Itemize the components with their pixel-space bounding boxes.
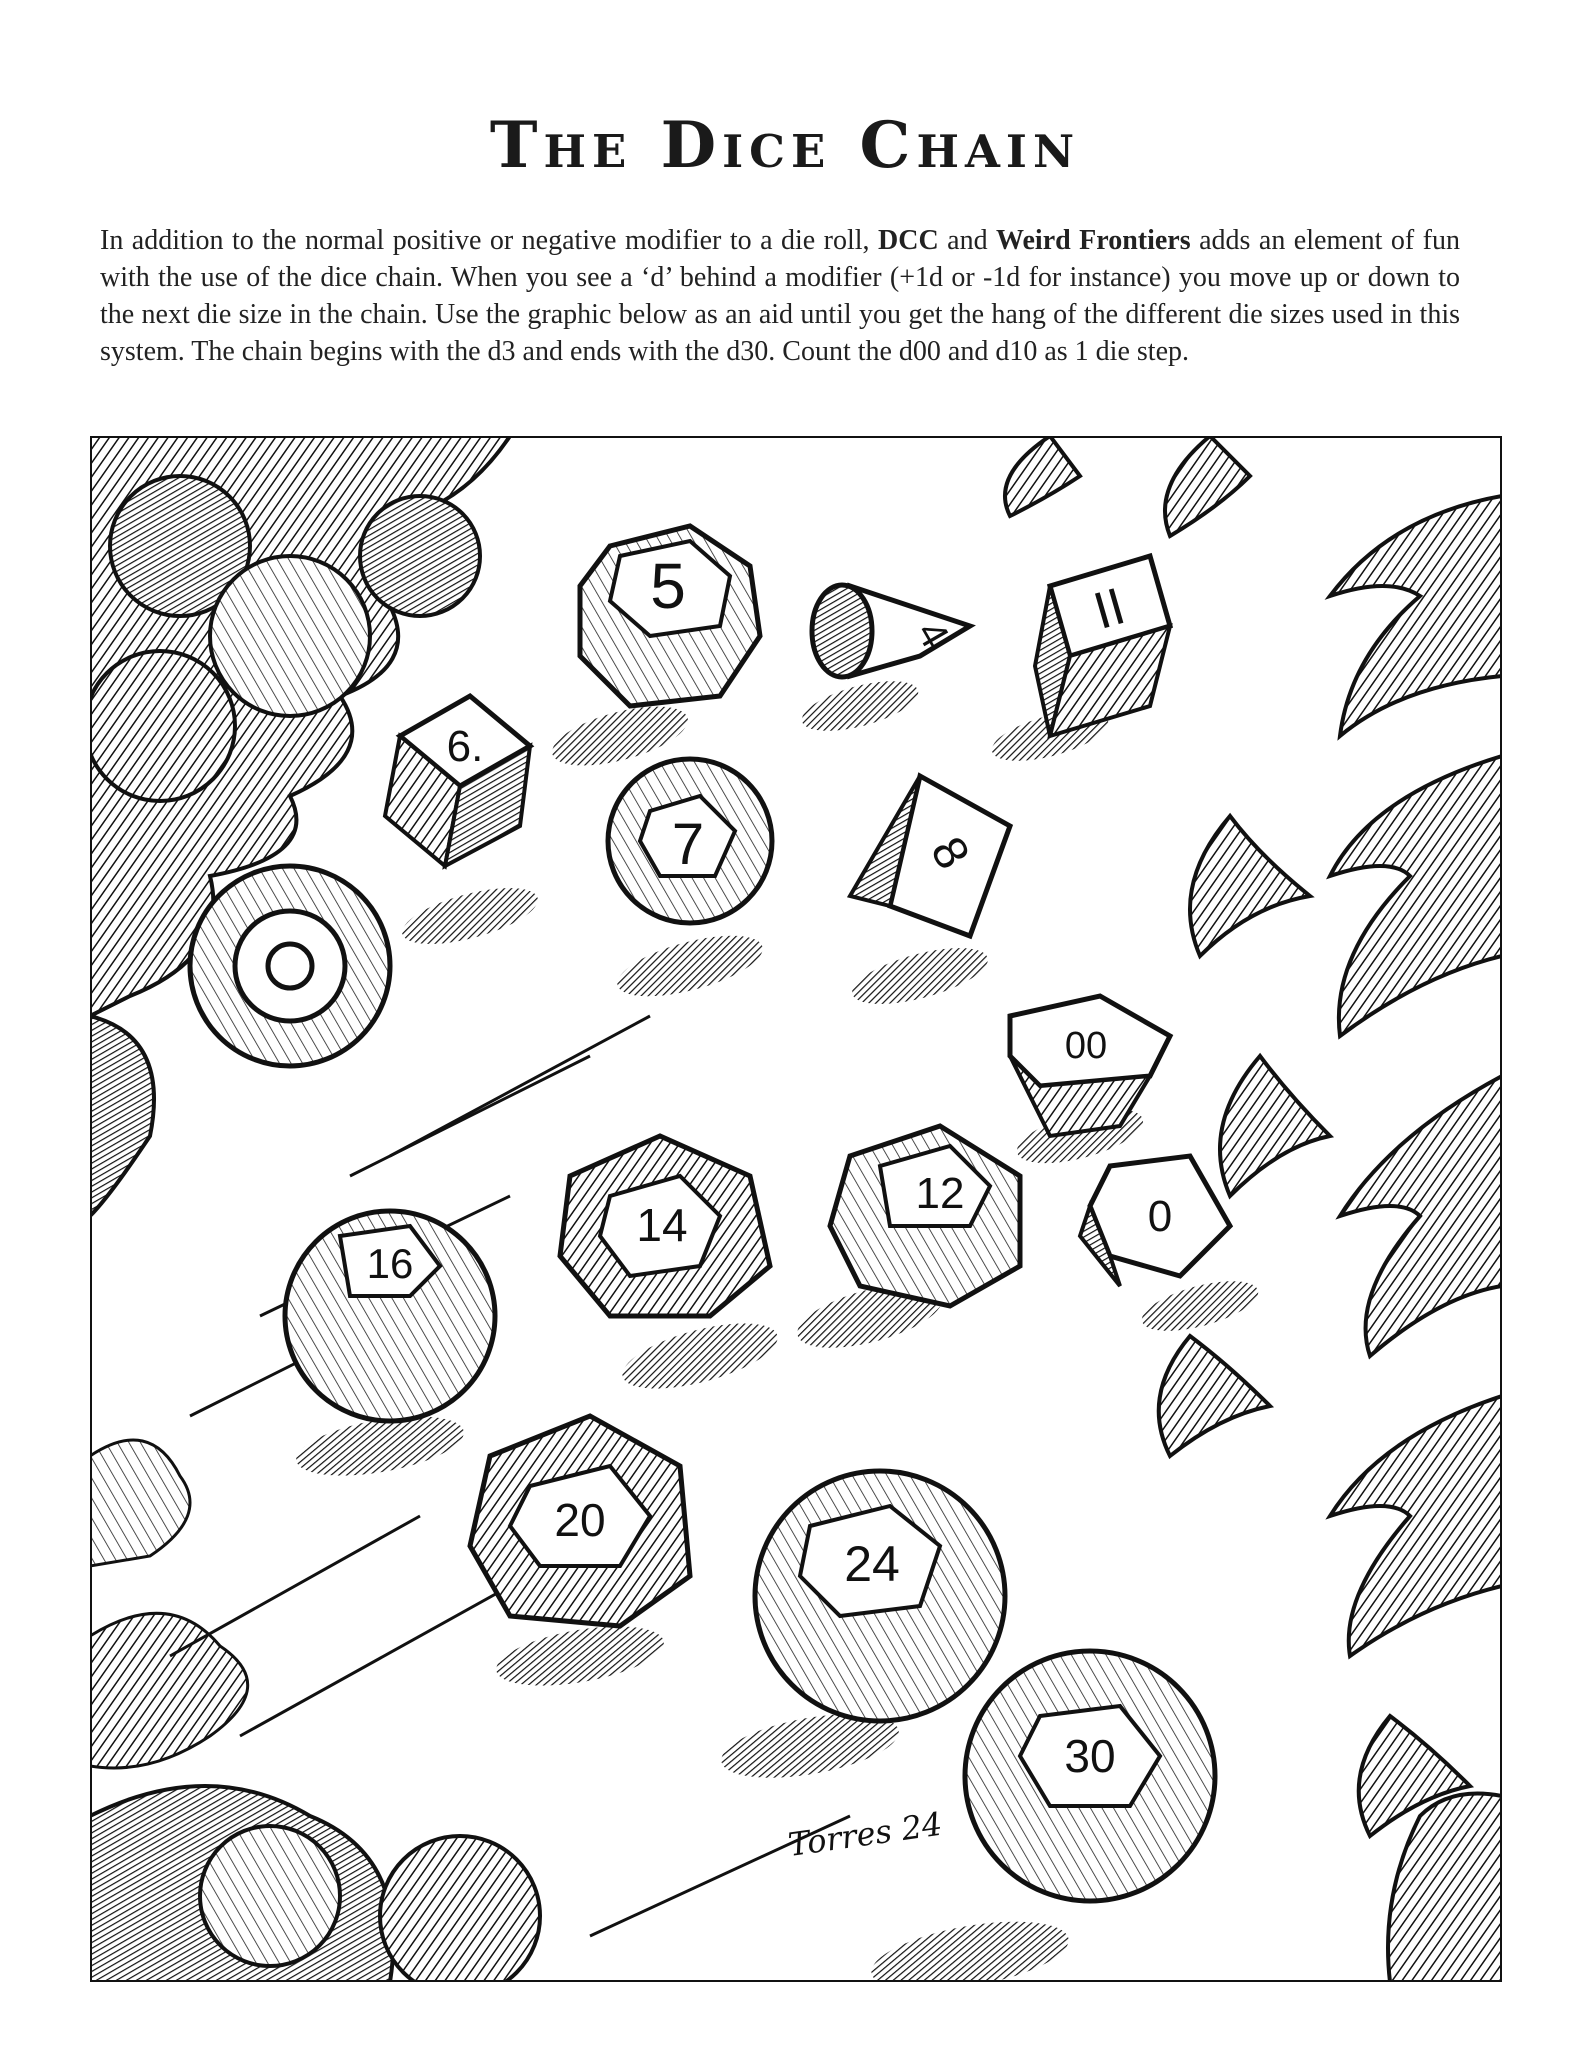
die-d3-label: II <box>1087 577 1132 641</box>
die-d14-label: 14 <box>636 1199 688 1251</box>
spiral-smoke <box>190 866 390 1066</box>
die-d100-label: 00 <box>1064 1025 1108 1067</box>
die-d10-label: 0 <box>1147 1192 1173 1241</box>
die-d7 <box>608 759 772 923</box>
die-d4-label: 4 <box>907 613 958 656</box>
die-d7-label: 7 <box>671 812 705 877</box>
intro-text-2: and <box>938 225 997 256</box>
die-d5-label: 5 <box>650 550 686 622</box>
die-d12-label: 12 <box>915 1169 965 1218</box>
die-d8-label: 8 <box>920 828 980 879</box>
intro-text-1: In addition to the normal positive or negative modifier to a die roll, <box>100 225 878 256</box>
die-d5 <box>580 526 760 706</box>
die-d24 <box>755 1471 1005 1721</box>
die-d16 <box>285 1211 495 1421</box>
die-d16-label: 16 <box>366 1240 414 1287</box>
die-d24-label: 24 <box>844 1536 900 1592</box>
illustration-canvas <box>90 436 1502 1982</box>
dice-chain-illustration <box>90 436 1502 1982</box>
intro-bold-dcc: DCC <box>878 225 939 256</box>
page-title: The Dice Chain <box>489 108 1081 183</box>
intro-text-3: adds an element of fun with the use of the dice chain. When you see a ‘d’ behind a modifier (+1d or -1d for instance) you move up or down to the next die size in the chain. Use the graphic below as an aid until you get the hang of the different die sizes used in this system. The chain begins with the d3 and ends with the d30. Count the d00 and d10 as 1 die step. <box>100 225 1460 367</box>
die-d20-label: 20 <box>554 1494 606 1546</box>
die-d6-label: 6. <box>446 722 484 771</box>
intro-bold-weird-frontiers: Weird Frontiers <box>996 225 1191 256</box>
intro-paragraph <box>100 222 1460 370</box>
artist-signature: Torres 24 <box>785 1804 945 1864</box>
die-d30-label: 30 <box>1064 1730 1116 1782</box>
die-d30 <box>965 1651 1215 1901</box>
